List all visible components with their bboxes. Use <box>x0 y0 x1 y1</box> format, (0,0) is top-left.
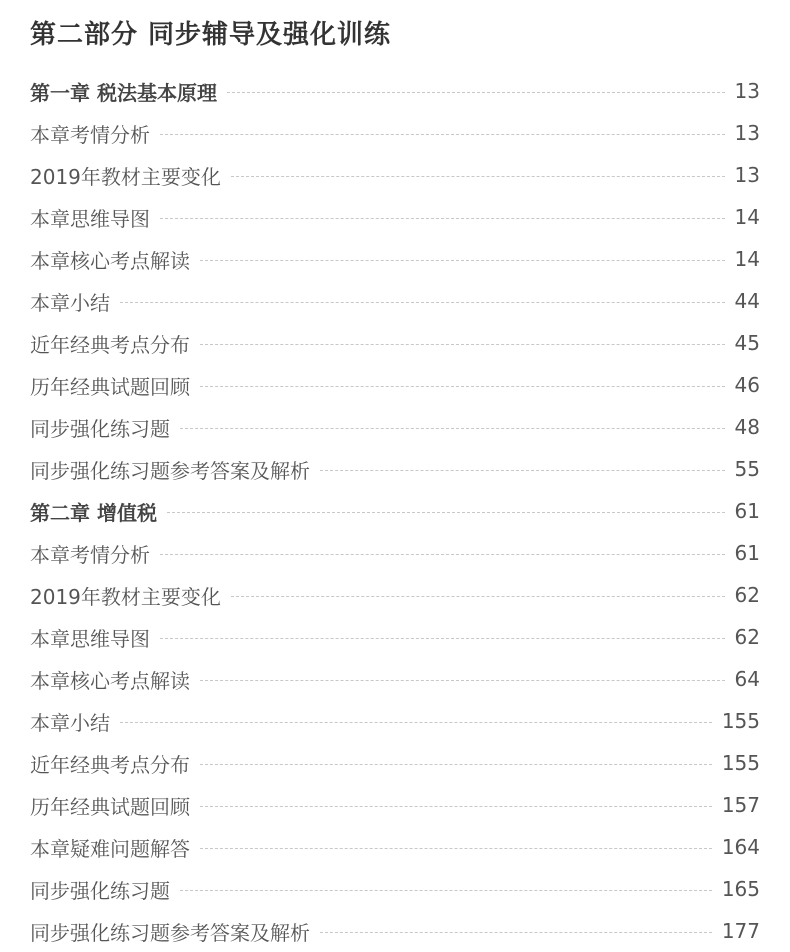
toc-entry-label: 历年经典试题回顾 <box>30 794 190 819</box>
dot-leader <box>200 344 725 345</box>
toc-page-number: 62 <box>734 583 760 607</box>
toc-section-row[interactable] <box>30 742 760 784</box>
toc-section-row[interactable] <box>30 406 760 448</box>
toc-entry-label: 本章小结 <box>30 710 110 735</box>
table-of-contents <box>30 70 760 952</box>
toc-entry-label: 第二章 增值税 <box>30 500 157 525</box>
toc-page-number: 157 <box>721 793 760 817</box>
toc-entry-label: 历年经典试题回顾 <box>30 374 190 399</box>
toc-section-row[interactable] <box>30 826 760 868</box>
dot-leader <box>167 512 725 513</box>
toc-entry-label: 2019年教材主要变化 <box>30 164 221 189</box>
dot-leader <box>160 638 725 639</box>
toc-page-number: 155 <box>721 751 760 775</box>
toc-page-number: 46 <box>734 373 760 397</box>
toc-section-row[interactable] <box>30 868 760 910</box>
toc-page-number: 13 <box>734 121 760 145</box>
toc-entry-label: 本章疑难问题解答 <box>30 836 190 861</box>
toc-section-row[interactable] <box>30 154 760 196</box>
toc-page-number: 165 <box>721 877 760 901</box>
toc-page-number: 61 <box>734 499 760 523</box>
toc-page-number: 44 <box>734 289 760 313</box>
toc-page-number: 62 <box>734 625 760 649</box>
toc-section-row[interactable] <box>30 364 760 406</box>
toc-section-row[interactable] <box>30 910 760 952</box>
dot-leader <box>200 806 712 807</box>
toc-page-number: 61 <box>734 541 760 565</box>
toc-page-number: 13 <box>734 163 760 187</box>
toc-chapter-row[interactable] <box>30 490 760 532</box>
toc-entry-label: 2019年教材主要变化 <box>30 584 221 609</box>
page-title: 第二部分 同步辅导及强化训练 <box>30 20 392 50</box>
toc-section-row[interactable] <box>30 112 760 154</box>
toc-section-row[interactable] <box>30 658 760 700</box>
toc-section-row[interactable] <box>30 616 760 658</box>
toc-chapter-row[interactable] <box>30 70 760 112</box>
toc-section-row[interactable] <box>30 574 760 616</box>
toc-page-number: 48 <box>734 415 760 439</box>
dot-leader <box>160 218 725 219</box>
toc-entry-label: 同步强化练习题参考答案及解析 <box>30 458 310 483</box>
toc-section-row[interactable] <box>30 196 760 238</box>
toc-section-row[interactable] <box>30 532 760 574</box>
toc-entry-label: 本章核心考点解读 <box>30 248 190 273</box>
toc-entry-label: 本章考情分析 <box>30 542 150 567</box>
dot-leader <box>320 470 725 471</box>
toc-entry-label: 本章思维导图 <box>30 626 150 651</box>
dot-leader <box>200 680 725 681</box>
toc-entry-label: 本章考情分析 <box>30 122 150 147</box>
toc-page-number: 13 <box>734 79 760 103</box>
toc-page-number: 55 <box>734 457 760 481</box>
toc-section-row[interactable] <box>30 280 760 322</box>
dot-leader <box>227 92 725 93</box>
toc-entry-label: 近年经典考点分布 <box>30 752 190 777</box>
dot-leader <box>200 848 712 849</box>
toc-entry-label: 第一章 税法基本原理 <box>30 80 217 105</box>
toc-section-row[interactable] <box>30 448 760 490</box>
toc-page-number: 14 <box>734 247 760 271</box>
toc-entry-label: 本章核心考点解读 <box>30 668 190 693</box>
dot-leader <box>231 176 725 177</box>
toc-entry-label: 同步强化练习题参考答案及解析 <box>30 920 310 945</box>
toc-entry-label: 本章小结 <box>30 290 110 315</box>
toc-page-number: 64 <box>734 667 760 691</box>
toc-section-row[interactable] <box>30 322 760 364</box>
dot-leader <box>200 260 725 261</box>
dot-leader <box>231 596 725 597</box>
dot-leader <box>160 134 725 135</box>
toc-entry-label: 同步强化练习题 <box>30 878 170 903</box>
toc-section-row[interactable] <box>30 784 760 826</box>
toc-entry-label: 近年经典考点分布 <box>30 332 190 357</box>
dot-leader <box>180 428 725 429</box>
dot-leader <box>120 302 725 303</box>
toc-section-row[interactable] <box>30 700 760 742</box>
dot-leader <box>320 932 712 933</box>
toc-page-number: 177 <box>721 919 760 943</box>
dot-leader <box>200 386 725 387</box>
toc-page-number: 164 <box>721 835 760 859</box>
dot-leader <box>200 764 712 765</box>
dot-leader <box>180 890 712 891</box>
dot-leader <box>120 722 712 723</box>
toc-page-number: 14 <box>734 205 760 229</box>
toc-page-number: 45 <box>734 331 760 355</box>
toc-page-number: 155 <box>721 709 760 733</box>
toc-section-row[interactable] <box>30 238 760 280</box>
dot-leader <box>160 554 725 555</box>
toc-entry-label: 本章思维导图 <box>30 206 150 231</box>
toc-entry-label: 同步强化练习题 <box>30 416 170 441</box>
